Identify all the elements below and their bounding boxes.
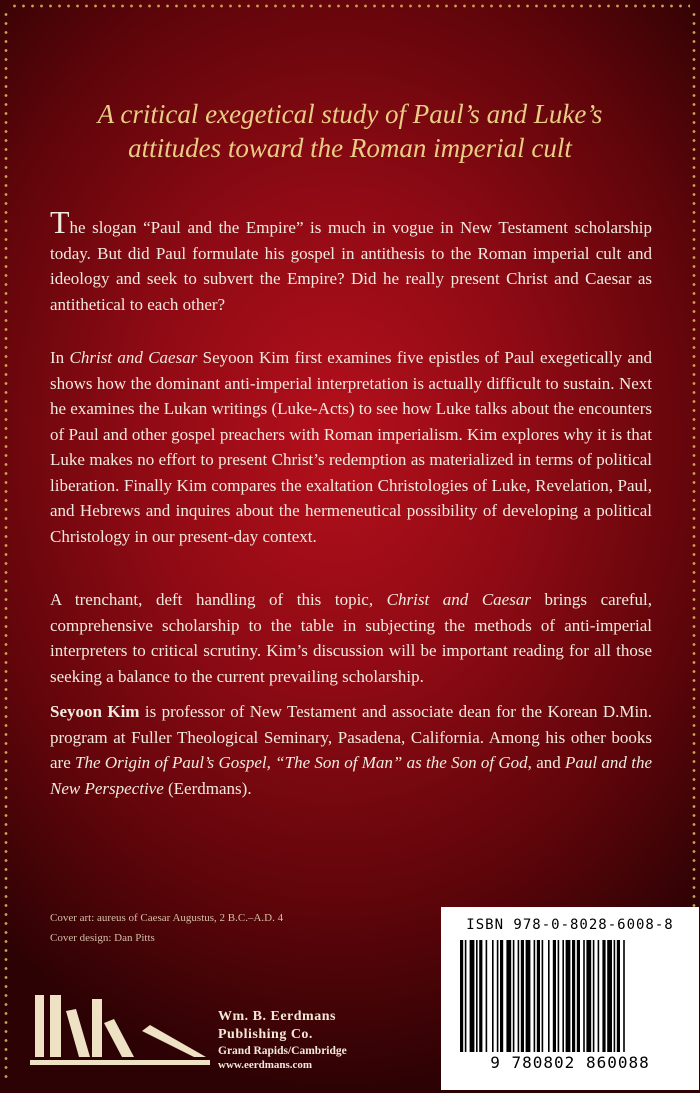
publisher-name-line-2: Publishing Co.: [218, 1027, 313, 1042]
author-book-1: The Origin of Paul’s Gospel, “The Son of Man” as the Son of God: [75, 753, 528, 772]
barcode-bar: [586, 940, 591, 1052]
endorsement-lead: A trenchant, deft handling of this topic,: [50, 590, 387, 609]
drop-cap: T: [50, 204, 70, 240]
dotted-border-left: [4, 10, 8, 1083]
barcode-bar: [548, 940, 550, 1052]
publisher-name-line-1: Wm. B. Eerdmans: [218, 1009, 336, 1024]
barcode-bar: [593, 940, 595, 1052]
summary-paragraph: [50, 345, 652, 549]
cover-credits: [50, 908, 283, 948]
barcode-bar: [598, 940, 600, 1052]
barcode-bar: [486, 940, 488, 1052]
barcode-bar: [518, 940, 520, 1052]
barcode-bar: [558, 940, 560, 1052]
barcode-bar: [617, 940, 620, 1052]
barcode-bar: [583, 940, 585, 1052]
barcode-bar: [470, 940, 475, 1052]
barcode-bar: [537, 940, 540, 1052]
books-logo-icon: [30, 995, 210, 1075]
barcode-bar: [572, 940, 575, 1052]
barcode-bar: [577, 940, 580, 1052]
barcode-bar: [500, 940, 503, 1052]
endorsement-text: brings careful, comprehensive scholarship to the table in subjecting the methods of anti-imperial interpreters to critical scrutiny. Kim’s discussion will be important reading for all those seeking a balance to the current prevailing scholarship.: [50, 590, 652, 686]
cover-art-credit: Cover art: aureus of Caesar Augustus, 2 B.C.–A.D. 4: [50, 912, 284, 924]
intro-paragraph-text: he slogan “Paul and the Empire” is much in vogue in New Testament scholarship today. But did Paul formulate his gospel in antithesis to the Roman imperial cult and ideology and seek to subvert the Empire? Did he really present Christ and Caesar as antithetical to each other?: [50, 218, 652, 314]
barcode-bar: [623, 940, 625, 1052]
summary-lead: In: [50, 348, 70, 367]
author-bio: [50, 699, 652, 801]
barcode-bar: [460, 940, 463, 1052]
author-book-2: Paul and the New Perspective: [50, 753, 652, 798]
barcode-digits: 9 780802 860088: [490, 1053, 650, 1072]
barcode-bar: [526, 940, 531, 1052]
barcode-bar: [465, 940, 467, 1052]
barcode-bar: [521, 940, 524, 1052]
publisher-url: www.eerdmans.com: [218, 1059, 313, 1071]
publisher-city: Grand Rapids/Cambridge: [218, 1045, 347, 1057]
barcode-bar: [614, 940, 616, 1052]
isbn-label: ISBN 978-0-8028-6008-8: [466, 917, 674, 933]
book-title-ref: Christ and Caesar: [69, 348, 198, 367]
barcode-bar: [542, 940, 544, 1052]
barcode-bar: [566, 940, 571, 1052]
barcode-panel: [441, 907, 699, 1090]
barcode-icon: [460, 940, 680, 1052]
cover-design-credit: Cover design: Dan Pitts: [50, 932, 155, 944]
author-bio-text-3: (Eerdmans).: [163, 778, 252, 798]
barcode-bar: [497, 940, 499, 1052]
barcode-bar: [506, 940, 511, 1052]
summary-text: Seyoon Kim first examines five epistles of Paul exegetically and shows how the dominant anti-imperial interpretation is actually difficult to sustain. Next he examines the Lukan writings (Luke-Acts) to see how Luke talks about the encounters of Paul and other gospel preachers with Roman imperialism. Kim explores why it is that Luke makes no effort to present Christ’s redemption as materialized in terms of political liberation. Finally Kim compares the exaltation Christologies of Luke, Revelation, Paul, and Hebrews and inquires about the hermeneutical possibility of developing a political Christology in our present-day context.: [50, 348, 652, 546]
tagline-line-2: attitudes toward the Roman imperial cult: [128, 133, 572, 163]
barcode-bar: [534, 940, 536, 1052]
intro-paragraph: [50, 204, 652, 317]
barcode-bar: [607, 940, 612, 1052]
author-name: Seyoon Kim: [50, 702, 140, 721]
barcode-bar: [476, 940, 478, 1052]
barcode-bar: [492, 940, 494, 1052]
publisher-info: [218, 1008, 347, 1072]
author-bio-text-2: , and: [527, 753, 566, 772]
endorsement-paragraph: [50, 587, 652, 689]
book-title-ref: Christ and Caesar: [386, 590, 531, 609]
barcode-bar: [513, 940, 515, 1052]
author-bio-text-1: is professor of New Testament and associate dean for the Korean D.Min. program at Fuller Theological Seminary, Pasadena, California. Among his other books are: [50, 702, 652, 772]
barcode-bar: [562, 940, 564, 1052]
tagline: [60, 97, 640, 165]
tagline-line-1: A critical exegetical study of Paul’s and Luke’s: [97, 99, 603, 129]
barcode-bar: [602, 940, 605, 1052]
barcode-bar: [553, 940, 556, 1052]
barcode-bar: [479, 940, 482, 1052]
dotted-border-top: [10, 4, 690, 8]
